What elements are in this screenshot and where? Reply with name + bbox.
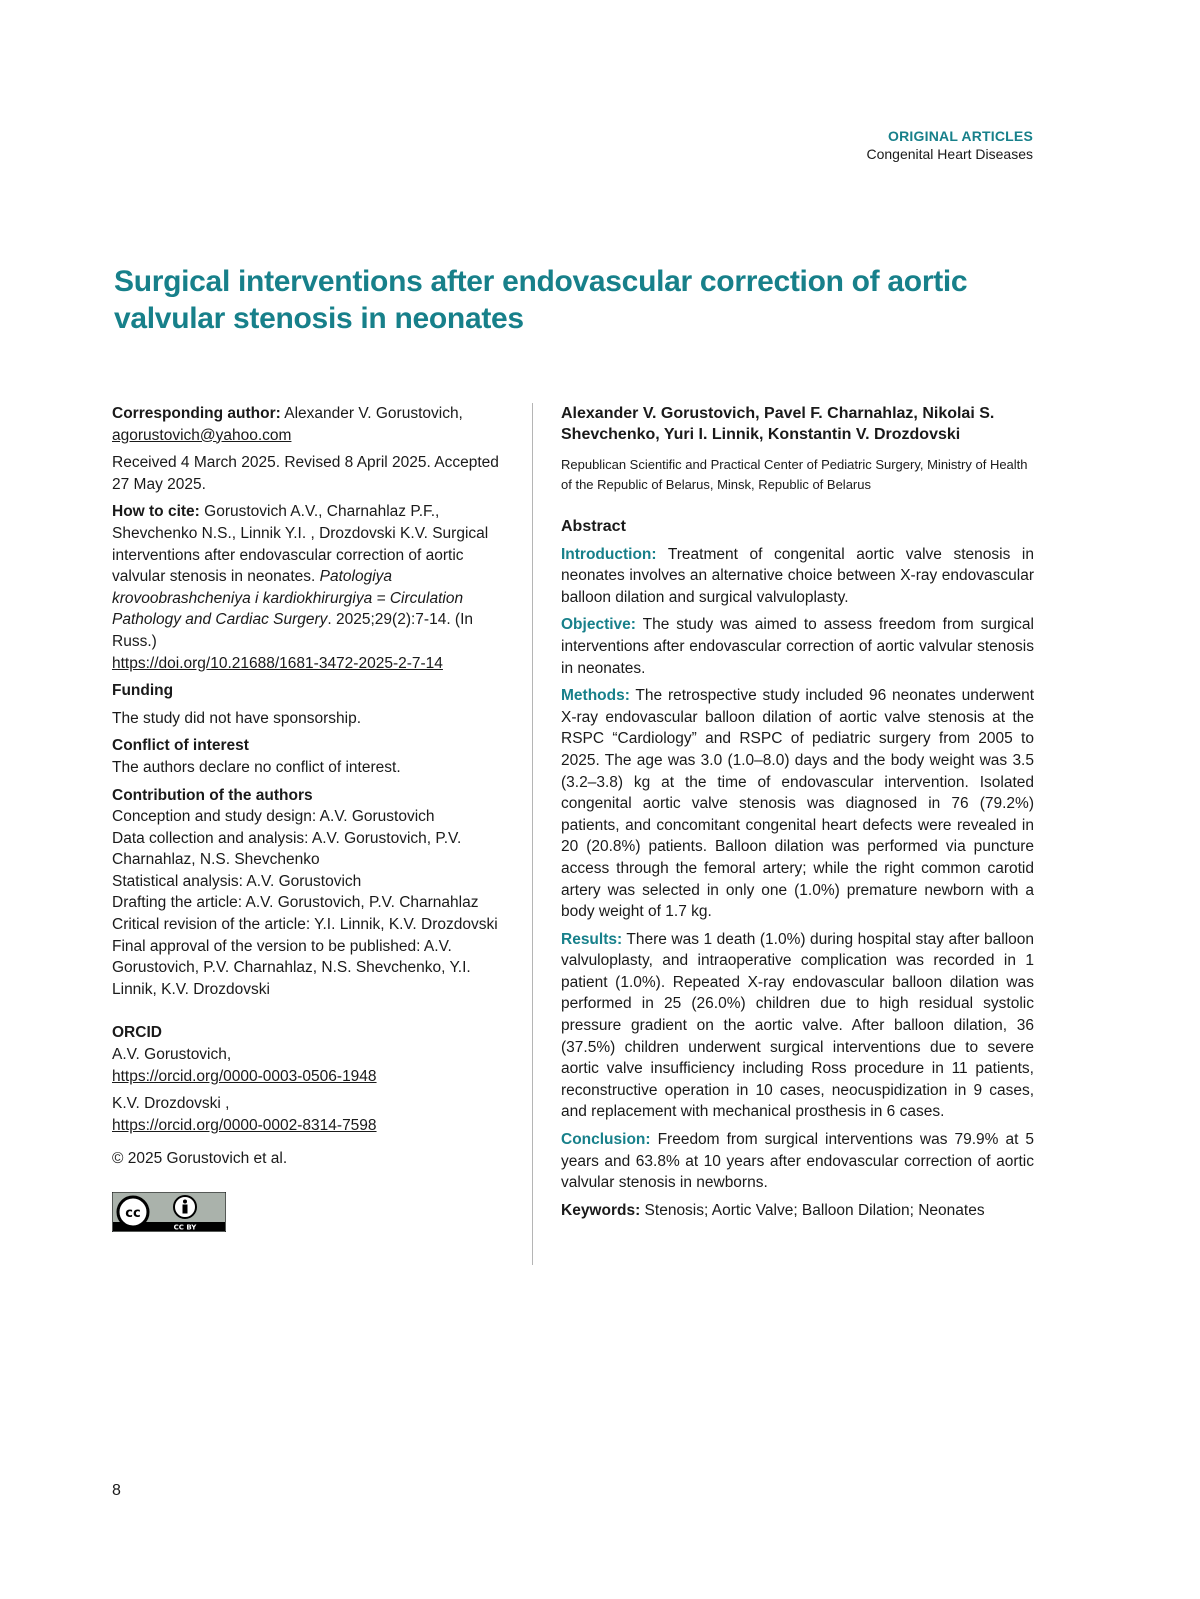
conflict-heading: Conflict of interest [112, 735, 507, 757]
corresponding-author: Corresponding author: Alexander V. Gorustovich, agorustovich@yahoo.com [112, 403, 507, 446]
page-number: 8 [112, 1482, 121, 1500]
dates: Received 4 March 2025. Revised 8 April 2025. Accepted 27 May 2025. [112, 452, 507, 495]
doi-link[interactable]: https://doi.org/10.21688/1681-3472-2025-2-7-14 [112, 655, 443, 672]
section-label: ORIGINAL ARTICLES [866, 128, 1033, 144]
left-column [112, 403, 507, 1239]
affiliation: Republican Scientific and Practical Center of Pediatric Surgery, Ministry of Health of the Republic of Belarus, Minsk, Republic of Belarus [561, 455, 1034, 495]
contribution-item: Conception and study design: A.V. Gorustovich [112, 806, 507, 828]
keywords: Keywords: Stenosis; Aortic Valve; Balloon Dilation; Neonates [561, 1200, 1034, 1222]
svg-text:cc: cc [125, 1206, 140, 1221]
cc-by-license-badge[interactable] [112, 1192, 226, 1232]
conflict-text: The authors declare no conflict of interest. [112, 757, 507, 779]
contribution-item: Statistical analysis: A.V. Gorustovich [112, 871, 507, 893]
subsection-label: Congenital Heart Diseases [866, 146, 1033, 162]
abstract-heading: Abstract [561, 516, 1034, 538]
email-link[interactable]: agorustovich@yahoo.com [112, 427, 291, 444]
orcid-link[interactable]: https://orcid.org/0000-0002-8314-7598 [112, 1117, 377, 1134]
abstract-results: Results: There was 1 death (1.0%) during hospital stay after balloon valvuloplasty, and intraoperative complication was recorded in 1 patient (1.0%). Repeated X-ray endovascular balloon dilation was performed in 25 (26.0%) children due to high residual systolic pressure gradient on the aortic valve. After balloon dilation, 36 (37.5%) children underwent surgical interventions due to severe aortic valve insufficiency including Ross procedure in 11 patients, reconstructive operation in 10 cases, neocuspidization in 9 cases, and replacement with mechanical prosthesis in 6 cases. [561, 929, 1034, 1123]
orcid-name: K.V. Drozdovski , [112, 1093, 507, 1115]
abstract-introduction: Introduction: Treatment of congenital aortic valve stenosis in neonates involves an alternative choice between X-ray endovascular balloon dilation and surgical valvuloplasty. [561, 544, 1034, 609]
contribution-item: Data collection and analysis: A.V. Gorustovich, P.V. Charnahlaz, N.S. Shevchenko [112, 828, 507, 871]
funding-heading: Funding [112, 680, 507, 702]
right-column [561, 403, 1034, 1221]
orcid-name: A.V. Gorustovich, [112, 1044, 507, 1066]
author-list: Alexander V. Gorustovich, Pavel F. Charnahlaz, Nikolai S. Shevchenko, Yuri I. Linnik, Konstantin V. Drozdovski [561, 403, 1034, 445]
running-header [866, 128, 1033, 162]
contribution-heading: Contribution of the authors [112, 785, 507, 807]
orcid-heading: ORCID [112, 1022, 507, 1044]
funding-text: The study did not have sponsorship. [112, 708, 507, 730]
copyright: © 2025 Gorustovich et al. [112, 1148, 507, 1170]
svg-text:CC BY: CC BY [174, 1224, 198, 1232]
contribution-item: Critical revision of the article: Y.I. Linnik, K.V. Drozdovski [112, 914, 507, 936]
orcid-link[interactable]: https://orcid.org/0000-0003-0506-1948 [112, 1068, 377, 1085]
contribution-item: Drafting the article: A.V. Gorustovich, P.V. Charnahlaz [112, 892, 507, 914]
abstract-methods: Methods: The retrospective study included 96 neonates underwent X-ray endovascular balloon dilation of aortic valve stenosis at the RSPC “Cardiology” and RSPC of pediatric surgery from 2005 to 2025. The age was 3.0 (1.0–8.0) days and the body weight was 3.5 (3.2–3.8) kg at the time of endovascular intervention. Isolated congenital aortic valve stenosis was diagnosed in 76 (79.2%) patients, and concomitant congenital heart defects were revealed in 20 (20.8%) patients. Balloon dilation was performed via puncture access through the femoral artery; while the right common carotid artery was selected in only one (1.0%) premature newborn with a body weight of 1.7 kg. [561, 685, 1034, 923]
how-to-cite: How to cite: Gorustovich A.V., Charnahlaz P.F., Shevchenko N.S., Linnik Y.I. , Drozdovski K.V. Surgical interventions after endovascular correction of aortic valvular stenosis in neonates. Patologiya krovoobrashcheniya i kardiokhirurgiya = Circulation Pathology and Cardiac Surgery. 2025;29(2):7-14. (In Russ.) https://doi.org/10.21688/1681-3472-2025-2-7-14 [112, 501, 507, 674]
abstract-objective: Objective: The study was aimed to assess freedom from surgical interventions after endovascular correction of aortic valvular stenosis in neonates. [561, 614, 1034, 679]
article-title: Surgical interventions after endovascular correction of aortic valvular stenosis in neonates [114, 263, 1014, 337]
column-divider [532, 403, 533, 1265]
contribution-item: Final approval of the version to be published: A.V. Gorustovich, P.V. Charnahlaz, N.S. Shevchenko, Y.I. Linnik, K.V. Drozdovski [112, 936, 507, 1001]
cc-by-icon [112, 1192, 226, 1232]
abstract-conclusion: Conclusion: Freedom from surgical interventions was 79.9% at 5 years and 63.8% at 10 years after endovascular correction of aortic valvular stenosis in newborns. [561, 1129, 1034, 1194]
